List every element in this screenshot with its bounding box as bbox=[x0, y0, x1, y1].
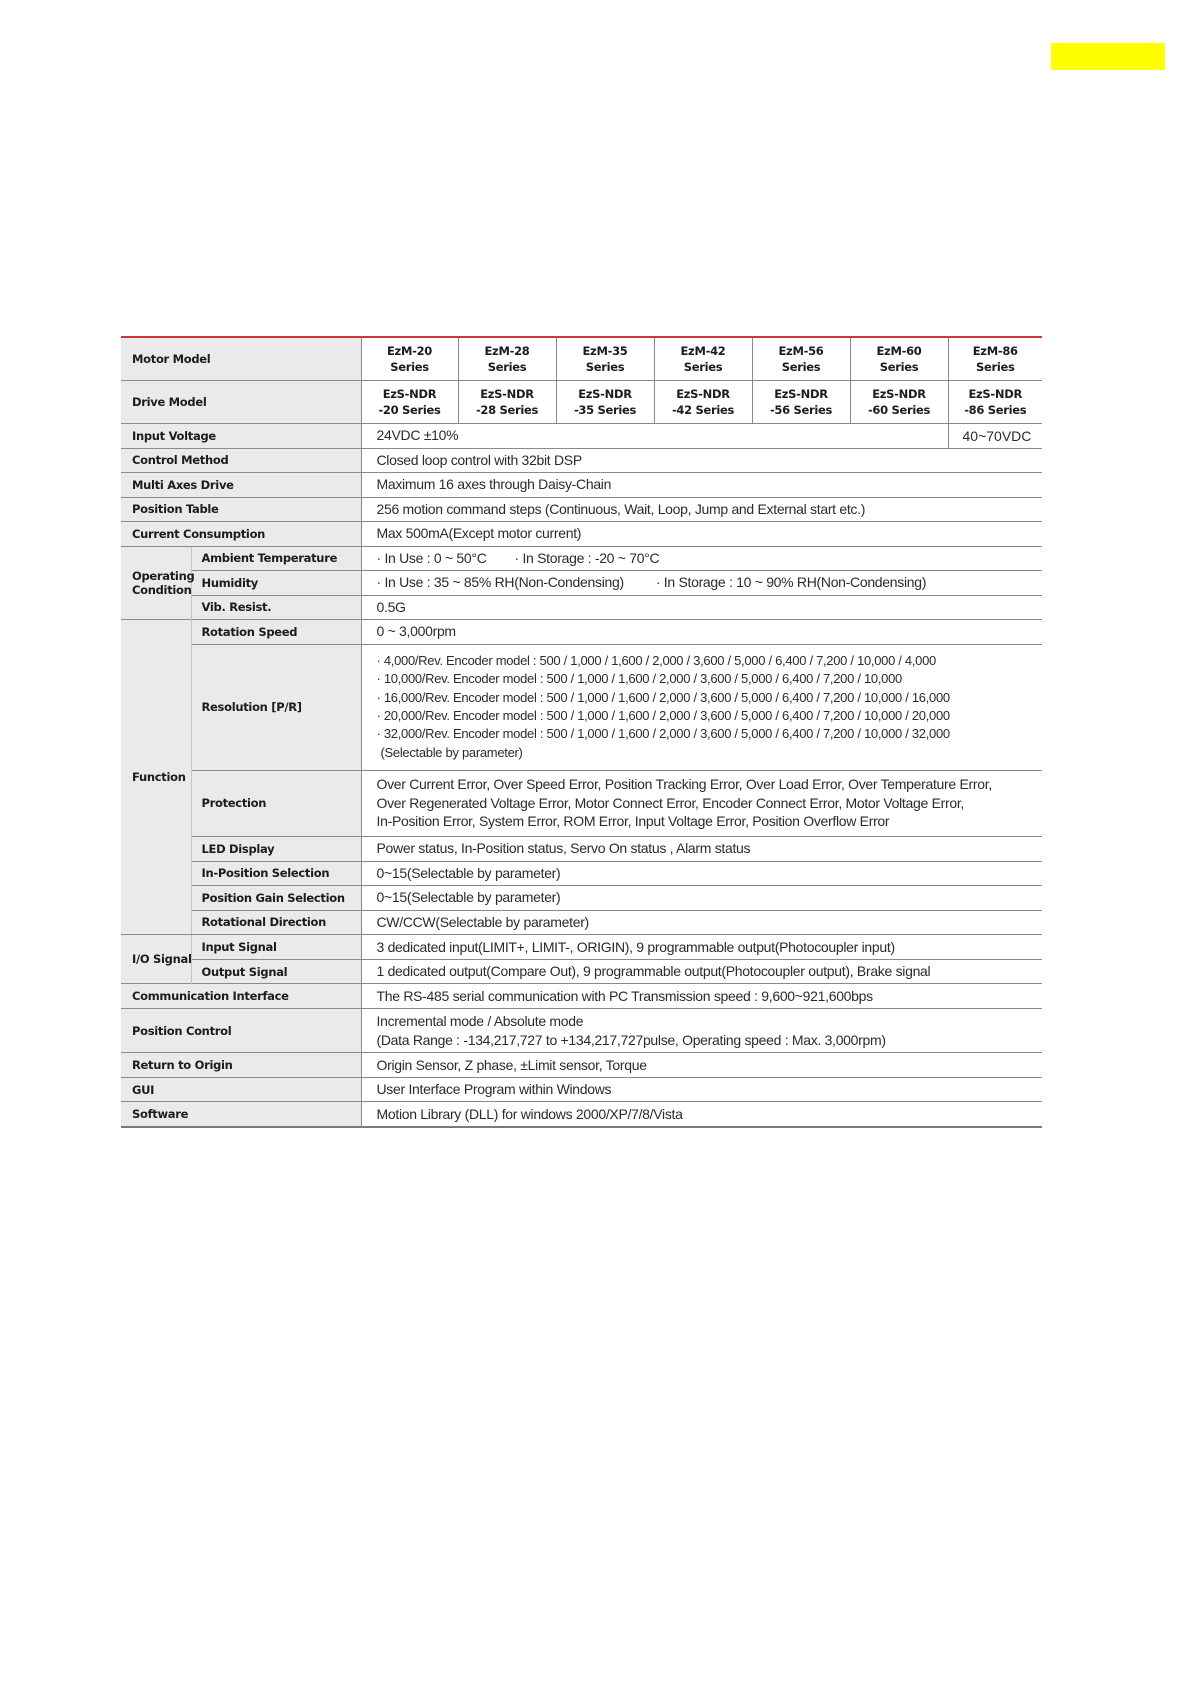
gui-row bbox=[121, 1078, 1042, 1102]
rotational-direction-value: CW/CCW(Selectable by parameter) bbox=[361, 910, 1042, 934]
motor-model-cell: EzM-56 Series bbox=[752, 337, 850, 380]
current-consumption-label: Current Consumption bbox=[121, 521, 361, 546]
input-voltage-row bbox=[121, 423, 1042, 448]
drive-model-cell: EzS-NDR -20 Series bbox=[361, 380, 458, 423]
drive-model-cell: EzS-NDR -56 Series bbox=[752, 380, 850, 423]
vib-resist-row bbox=[121, 595, 1042, 619]
output-signal-row bbox=[121, 960, 1042, 984]
drive-model-cell: EzS-NDR -42 Series bbox=[654, 380, 752, 423]
return-to-origin-value: Origin Sensor, Z phase, ±Limit sensor, Torque bbox=[361, 1053, 1042, 1078]
control-method-row bbox=[121, 448, 1042, 472]
multi-axes-row bbox=[121, 472, 1042, 497]
humidity-label: Humidity bbox=[191, 570, 361, 595]
motor-model-cell: EzM-60 Series bbox=[850, 337, 948, 380]
in-position-label: In-Position Selection bbox=[191, 861, 361, 885]
return-to-origin-row bbox=[121, 1053, 1042, 1078]
position-gain-label: Position Gain Selection bbox=[191, 885, 361, 910]
ambient-temperature-value: · In Use : 0 ~ 50°C · In Storage : -20 ~ 70°C bbox=[361, 546, 1042, 570]
protection-value: Over Current Error, Over Speed Error, Position Tracking Error, Over Load Error, Over Temperature Error, Over Regenerated Voltage Error, Motor Connect Error, Encoder Connect Error, Motor Voltage Error, In-Position Error, System Error, ROM Error, Input Voltage Error, Position Overflow Error bbox=[361, 770, 1042, 836]
motor-model-cell: EzM-35 Series bbox=[556, 337, 654, 380]
software-value: Motion Library (DLL) for windows 2000/XP/7/8/Vista bbox=[361, 1102, 1042, 1127]
gui-label: GUI bbox=[121, 1078, 361, 1102]
drive-model-label: Drive Model bbox=[121, 380, 361, 423]
protection-label: Protection bbox=[191, 770, 361, 836]
vib-resist-label: Vib. Resist. bbox=[191, 595, 361, 619]
multi-axes-label: Multi Axes Drive bbox=[121, 472, 361, 497]
gui-value: User Interface Program within Windows bbox=[361, 1078, 1042, 1102]
motor-model-label: Motor Model bbox=[121, 337, 361, 380]
control-method-value: Closed loop control with 32bit DSP bbox=[361, 448, 1042, 472]
rotation-speed-value: 0 ~ 3,000rpm bbox=[361, 619, 1042, 644]
motor-model-cell: EzM-42 Series bbox=[654, 337, 752, 380]
communication-label: Communication Interface bbox=[121, 984, 361, 1009]
input-voltage-label: Input Voltage bbox=[121, 423, 361, 448]
communication-value: The RS-485 serial communication with PC Transmission speed : 9,600~921,600bps bbox=[361, 984, 1042, 1009]
output-signal-label: Output Signal bbox=[191, 960, 361, 984]
drive-model-cell: EzS-NDR -60 Series bbox=[850, 380, 948, 423]
output-signal-value: 1 dedicated output(Compare Out), 9 programmable output(Photocoupler output), Brake signal bbox=[361, 960, 1042, 984]
rotational-direction-row bbox=[121, 910, 1042, 934]
motor-model-row bbox=[121, 337, 1042, 380]
humidity-row bbox=[121, 570, 1042, 595]
motor-model-cell: EzM-20 Series bbox=[361, 337, 458, 380]
led-display-value: Power status, In-Position status, Servo On status , Alarm status bbox=[361, 836, 1042, 861]
resolution-row bbox=[121, 644, 1042, 770]
control-method-label: Control Method bbox=[121, 448, 361, 472]
current-consumption-value: Max 500mA(Except motor current) bbox=[361, 521, 1042, 546]
drive-model-cell: EzS-NDR -28 Series bbox=[458, 380, 556, 423]
input-signal-label: Input Signal bbox=[191, 935, 361, 960]
input-signal-value: 3 dedicated input(LIMIT+, LIMIT-, ORIGIN), 9 programmable output(Photocoupler input) bbox=[361, 935, 1042, 960]
communication-row bbox=[121, 984, 1042, 1009]
position-table-value: 256 motion command steps (Continuous, Wait, Loop, Jump and External start etc.) bbox=[361, 497, 1042, 521]
resolution-label: Resolution [P/R] bbox=[191, 644, 361, 770]
humidity-value: · In Use : 35 ~ 85% RH(Non-Condensing) · In Storage : 10 ~ 90% RH(Non-Condensing) bbox=[361, 570, 1042, 595]
operating-condition-label: Operating Condition bbox=[121, 546, 191, 619]
protection-row bbox=[121, 770, 1042, 836]
software-row bbox=[121, 1102, 1042, 1127]
function-label: Function bbox=[121, 619, 191, 935]
position-table-row bbox=[121, 497, 1042, 521]
rotation-speed-row bbox=[121, 619, 1042, 644]
motor-model-cell: EzM-86 Series bbox=[948, 337, 1042, 380]
led-display-row bbox=[121, 836, 1042, 861]
drive-model-cell: EzS-NDR -35 Series bbox=[556, 380, 654, 423]
led-display-label: LED Display bbox=[191, 836, 361, 861]
position-control-row bbox=[121, 1009, 1042, 1053]
spec-table bbox=[121, 336, 1042, 1128]
current-consumption-row bbox=[121, 521, 1042, 546]
resolution-value: · 4,000/Rev. Encoder model : 500 / 1,000 / 1,600 / 2,000 / 3,600 / 5,000 / 6,400 / 7,200 / 10,000 / 4,000 · 10,000/Rev. Encoder model : 500 / 1,000 / 1,600 / 2,000 / 3,600 / 5,000 / 6,400 / 7,200 / 10,000 · 16,000/Rev. Encoder model : 500 / 1,000 / 1,600 / 2,000 / 3,600 / 5,000 / 6,400 / 7,200 / 10,000 / 16,000 · 20,000/Rev. Encoder model : 500 / 1,000 / 1,600 / 2,000 / 3,600 / 5,000 / 6,400 / 7,200 / 10,000 / 20,000 · 32,000/Rev. Encoder model : 500 / 1,000 / 1,600 / 2,000 / 3,600 / 5,000 / 6,400 / 7,200 / 10,000 / 32,000 (Selectable by parameter) bbox=[361, 644, 1042, 770]
yellow-highlight-marker bbox=[1051, 43, 1165, 70]
input-signal-row bbox=[121, 935, 1042, 960]
motor-model-cell: EzM-28 Series bbox=[458, 337, 556, 380]
multi-axes-value: Maximum 16 axes through Daisy-Chain bbox=[361, 472, 1042, 497]
position-control-label: Position Control bbox=[121, 1009, 361, 1053]
rotational-direction-label: Rotational Direction bbox=[191, 910, 361, 934]
position-gain-value: 0~15(Selectable by parameter) bbox=[361, 885, 1042, 910]
in-position-value: 0~15(Selectable by parameter) bbox=[361, 861, 1042, 885]
input-voltage-86-value: 40~70VDC bbox=[948, 423, 1042, 448]
ambient-temperature-label: Ambient Temperature bbox=[191, 546, 361, 570]
position-table-label: Position Table bbox=[121, 497, 361, 521]
drive-model-row bbox=[121, 380, 1042, 423]
software-label: Software bbox=[121, 1102, 361, 1127]
position-gain-row bbox=[121, 885, 1042, 910]
input-voltage-value: 24VDC ±10% bbox=[361, 423, 948, 448]
io-signal-label: I/O Signal bbox=[121, 935, 191, 984]
vib-resist-value: 0.5G bbox=[361, 595, 1042, 619]
drive-model-cell: EzS-NDR -86 Series bbox=[948, 380, 1042, 423]
position-control-value: Incremental mode / Absolute mode (Data Range : -134,217,727 to +134,217,727pulse, Operating speed : Max. 3,000rpm) bbox=[361, 1009, 1042, 1053]
rotation-speed-label: Rotation Speed bbox=[191, 619, 361, 644]
in-position-row bbox=[121, 861, 1042, 885]
ambient-temperature-row bbox=[121, 546, 1042, 570]
return-to-origin-label: Return to Origin bbox=[121, 1053, 361, 1078]
